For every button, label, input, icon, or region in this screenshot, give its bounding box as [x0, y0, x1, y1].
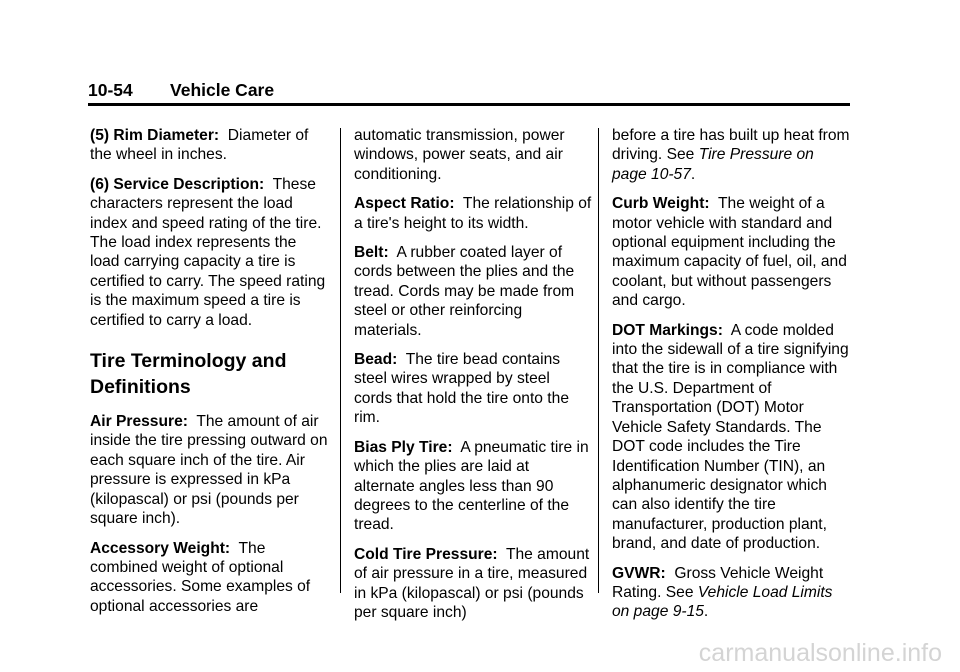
- cross-reference-link[interactable]: Tire Pressure on page 10-57: [612, 146, 814, 183]
- definition-text: The amount of air pressure in a tire, measured in kPa (kilopascal) or psi (pounds per square inch): [354, 545, 590, 621]
- term: (6) Service Description: [90, 175, 259, 193]
- page-header: [88, 80, 850, 104]
- definition-curb-weight: Curb Weight: The weight of a motor vehicle with standard and optional equipment including the maximum capacity of fuel, oil, and coolant, but without passengers and cargo.: [612, 195, 847, 310]
- term: GVWR: [612, 564, 661, 582]
- definition-text: The amount of air inside the tire pressing outward on each square inch of the tire. Air pressure is expressed in kPa (kilopascal) or psi (pounds per square inch).: [90, 413, 328, 528]
- cross-reference-link[interactable]: Vehicle Load Limits on page 9-15: [612, 583, 833, 621]
- definition-text: The relationship of a tire's height to its width.: [354, 195, 592, 232]
- definition-bead: Bead: The tire bead contains steel wires wrapped by steel cords that hold the tire onto the rim.: [354, 351, 569, 427]
- definition-text: A code molded into the sidewall of a tire signifying that the tire is in compliance with the U.S. Department of Transportation (DOT) Motor Vehicle Safety Standards. The DOT code includes the Tire Identification Number (TIN), an alphanumeric designator which can also identify the tire manufacturer, production plant, brand, and date of production.: [612, 321, 849, 553]
- section-title: Vehicle Care: [170, 80, 275, 100]
- definition-text: Diameter of the wheel in inches.: [90, 127, 309, 164]
- continuation-text: automatic transmission, power windows, power seats, and air conditioning.: [354, 127, 565, 183]
- definition-air-pressure: Air Pressure: The amount of air inside the tire pressing outward on each square inch of the tire. Air pressure is expressed in kPa (kilopascal) or psi (pounds per square inch).: [90, 413, 328, 528]
- definition-aspect-ratio: Aspect Ratio: The relationship of a tire's height to its width.: [354, 195, 592, 232]
- page-number: 10-54: [88, 80, 133, 100]
- term: Cold Tire Pressure: [354, 545, 493, 563]
- definition-dot-markings: DOT Markings: A code molded into the sidewall of a tire signifying that the tire is in compliance with the U.S. Department of Transportation (DOT) Motor Vehicle Safety Standards. The DOT code includes the Tire Identification Number (TIN), an alphanumeric designator which can also identify the tire manufacturer, production plant, brand, and date of production.: [612, 321, 849, 553]
- term: Aspect Ratio: [354, 195, 450, 213]
- term: Bead: [354, 351, 393, 369]
- definition-cold-tire-pressure: Cold Tire Pressure: The amount of air pressure in a tire, measured in kPa (kilopascal) or psi (pounds per square inch): [354, 545, 590, 621]
- definition-text: Gross Vehicle Weight Rating. See: [612, 564, 824, 601]
- section-heading: Tire Terminology and Definitions: [90, 350, 287, 399]
- definition-text: The weight of a motor vehicle with standard and optional equipment including the maximum capacity of fuel, oil, and coolant, but without passengers and cargo.: [612, 195, 847, 310]
- header-rule: [88, 103, 850, 106]
- term: (5) Rim Diameter: [90, 127, 214, 144]
- definition-text: A rubber coated layer of cords between the plies and the tread. Cords may be made from steel or other reinforcing materials.: [354, 244, 575, 339]
- column-divider-2: [598, 128, 599, 593]
- column-1: [90, 126, 330, 626]
- column-2: [354, 126, 592, 632]
- definition-accessory-weight: Accessory Weight: The combined weight of optional accessories. Some examples of optional accessories are: [90, 539, 311, 615]
- definition-text: A pneumatic tire in which the plies are laid at alternate angles less than 90 degrees to the centerline of the tread.: [354, 438, 589, 534]
- term: Accessory Weight: [90, 539, 225, 557]
- definition-belt: Belt: A rubber coated layer of cords between the plies and the tread. Cords may be made from steel or other reinforcing materials.: [354, 244, 575, 339]
- column-divider-1: [340, 128, 341, 593]
- definition-service-description: (6) Service Description: These characters represent the load index and speed rating of the tire. The load index represents the load carrying capacity a tire is certified to carry. The speed rating is the maximum speed a tire is certified to carry a load.: [90, 175, 326, 329]
- definition-bias-ply-tire: Bias Ply Tire: A pneumatic tire in which the plies are laid at alternate angles less than 90 degrees to the centerline of the tread.: [354, 438, 589, 534]
- term: Air Pressure: [90, 413, 183, 431]
- definition-text: The tire bead contains steel wires wrapped by steel cords that hold the tire onto the rim.: [354, 351, 569, 427]
- definition-rim-diameter: (5) Rim Diameter: Diameter of the wheel in inches.: [90, 127, 309, 164]
- term: Curb Weight: [612, 195, 705, 213]
- column-3: [612, 126, 852, 632]
- term: Belt: [354, 244, 384, 262]
- definition-gvwr: GVWR: Gross Vehicle Weight Rating. See Vehicle Load Limits on page 9-15.: [612, 564, 833, 621]
- definition-text: The combined weight of optional accessories. Some examples of optional accessories are: [90, 539, 311, 615]
- term: DOT Markings: [612, 321, 718, 339]
- watermark: carmanualsonline.info: [698, 639, 942, 667]
- definition-text: These characters represent the load index and speed rating of the tire. The load index represents the load carrying capacity a tire is certified to carry. The speed rating is the maximum speed a tire is certified to carry a load.: [90, 175, 326, 329]
- continuation-text: before a tire has built up heat from driving. See Tire Pressure on page 10-57.: [612, 127, 850, 183]
- term: Bias Ply Tire: [354, 438, 448, 456]
